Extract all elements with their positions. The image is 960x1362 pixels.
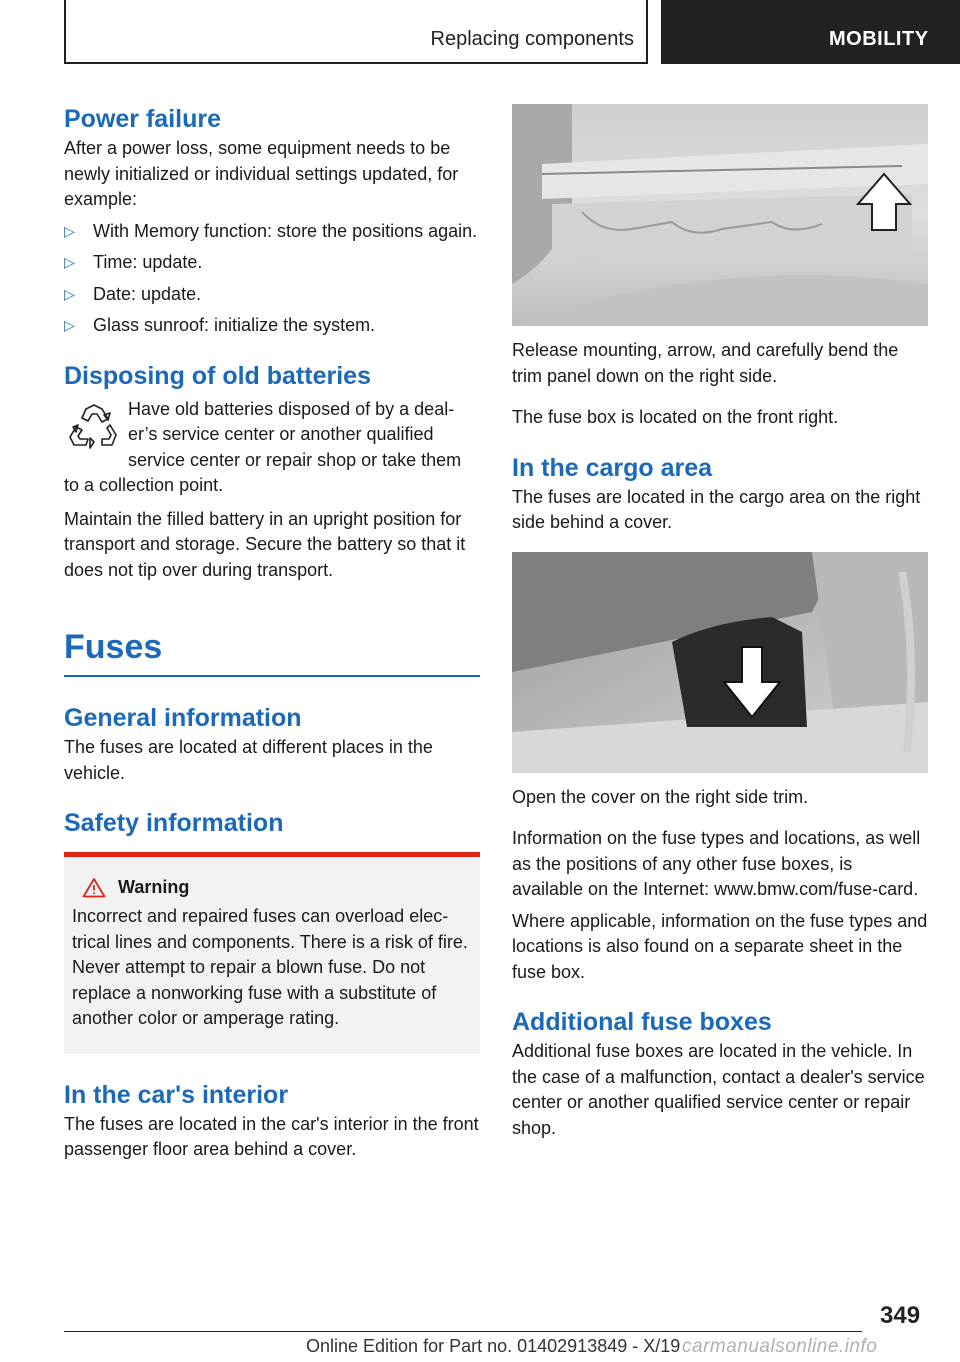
- interior-heading: In the car's interior: [64, 1080, 289, 1109]
- fuses-divider: [64, 675, 480, 677]
- disposing-text: Have old batteries disposed of by a deal‐er’s service center or another qualified service center or repair shop or take them to a collection point.: [64, 398, 462, 495]
- triangle-bullet-icon: ▷: [64, 317, 75, 333]
- power-failure-heading: Power failure: [64, 105, 221, 133]
- header-section-title: Replacing components: [430, 28, 634, 50]
- list-item: ▷ Date: update.: [64, 282, 480, 308]
- list-item: ▷ Glass sunroof: initialize the system.: [64, 313, 480, 339]
- cargo-cover-photo: [512, 552, 928, 773]
- right-column: [512, 104, 928, 1141]
- page-number: 349: [880, 1302, 921, 1329]
- fuses-heading: Fuses: [64, 628, 163, 666]
- warning-label: Warning: [118, 877, 190, 897]
- additional-fuse-boxes-heading: Additional fuse boxes: [512, 1008, 772, 1036]
- general-info-text: The fuses are located at different places in the vehicle.: [64, 737, 433, 783]
- list-item: ▷ Time: update.: [64, 250, 480, 276]
- warning-text: Incorrect and repaired fuses can overload elec‐trical lines and components. There is a risk of fire. Never attempt to repair a blown fuse. Do not replace a nonworking fuse with a substitute of another color or amperage rating.: [72, 906, 468, 1028]
- fuse-box-location: The fuse box is located on the front right.: [512, 407, 839, 427]
- general-info-heading: General information: [64, 704, 302, 732]
- safety-info-heading: Safety information: [64, 809, 284, 837]
- disposing-heading: Disposing of old batteries: [64, 361, 371, 390]
- list-item: ▷ With Memory function: store the positions again.: [64, 219, 480, 245]
- triangle-bullet-icon: ▷: [64, 254, 75, 270]
- power-failure-list: [64, 219, 480, 339]
- warning-box: [64, 852, 480, 1054]
- trim-panel-photo: [512, 104, 928, 326]
- fuse-sheet-text: Where applicable, information on the fuse types and locations is also found on a separate sheet in the fuse box.: [512, 910, 928, 982]
- cargo-text: The fuses are located in the cargo area on the right side behind a cover.: [512, 486, 921, 532]
- footer-edition: Online Edition for Part no. 01402913849 - X/19: [306, 1336, 681, 1356]
- trim-panel-illustration: [512, 104, 928, 326]
- triangle-bullet-icon: ▷: [64, 222, 75, 239]
- warning-header: [72, 877, 472, 898]
- triangle-bullet-icon: ▷: [64, 285, 75, 302]
- cargo-cover-illustration: [512, 552, 928, 773]
- interior-text: The fuses are located in the car's interior in the front passenger floor area behind a cover.: [64, 1113, 479, 1159]
- header-chapter-tab: [661, 0, 960, 64]
- recycle-icon: [64, 401, 124, 457]
- watermark-logo: carmanualsonline.info: [682, 1336, 878, 1357]
- fuse-info-text: Information on the fuse types and locations, as well as the positions of any other fuse boxes, is available on the Internet: www.bmw.com/fuse‐card.: [512, 828, 921, 899]
- additional-fuse-boxes-text: Additional fuse boxes are located in the vehicle. In the case of a malfunction, contact a dealer's service center or another qualified service center or repair shop.: [512, 1041, 925, 1138]
- power-failure-intro: After a power loss, some equipment needs to be newly initialized or individual settings updated, for example:: [64, 138, 459, 209]
- footer-divider: [64, 1331, 862, 1332]
- header-frame: [64, 0, 648, 64]
- disposing-text-2: Maintain the filled battery in an upright position for transport and storage. Secure the battery so that it does not tip over during transport.: [64, 508, 466, 580]
- left-column: [64, 104, 480, 1163]
- header-chapter-title: MOBILITY: [829, 28, 929, 50]
- trim-panel-caption: Release mounting, arrow, and carefully bend the trim panel down on the right side.: [512, 340, 899, 386]
- cargo-heading: In the cargo area: [512, 453, 713, 482]
- disposing-block: [64, 397, 480, 499]
- warning-triangle-icon: [82, 877, 106, 898]
- cargo-cover-caption: Open the cover on the right side trim.: [512, 786, 809, 807]
